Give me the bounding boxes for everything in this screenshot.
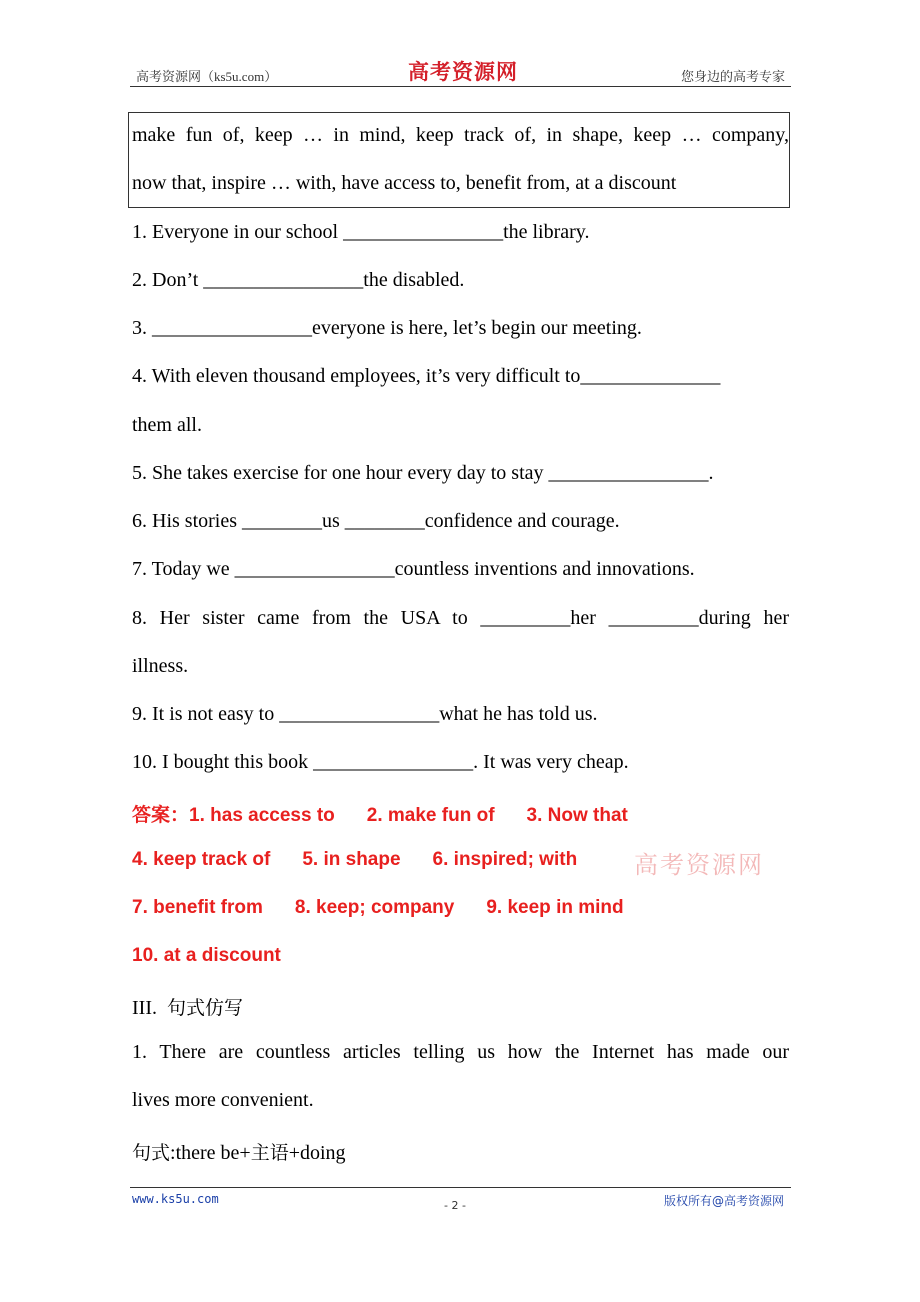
answer-2: 2. make fun of	[366, 805, 495, 826]
answer-9: 9. keep in mind	[486, 897, 624, 918]
answers-row-3	[132, 896, 624, 919]
question-8-continued: illness.	[132, 655, 189, 677]
footer-divider	[130, 1187, 791, 1188]
watermark-logo: 高考资源网	[634, 851, 764, 879]
answer-7: 7. benefit from	[132, 897, 263, 918]
page-header	[130, 58, 791, 88]
footer-copyright: 版权所有@高考资源网	[663, 1194, 784, 1208]
question-7: 7. Today we ________________countless inventions and innovations.	[132, 558, 695, 580]
question-6: 6. His stories ________us ________confidence and courage.	[132, 510, 620, 532]
answer-6: 6. inspired; with	[432, 849, 578, 870]
answers-label: 答案：	[132, 804, 190, 826]
answer-10: 10. at a discount	[132, 945, 281, 966]
sentence-pattern	[132, 1138, 346, 1165]
answers-row-2	[132, 848, 577, 871]
pattern-text: :there be+	[170, 1142, 251, 1164]
answers-row-1	[132, 800, 628, 827]
question-2: 2. Don’t ________________the disabled.	[132, 269, 465, 291]
answer-4: 4. keep track of	[132, 849, 271, 870]
question-4-continued: them all.	[132, 414, 202, 436]
question-10: 10. I bought this book ________________. It was very cheap.	[132, 751, 629, 773]
answer-8: 8. keep; company	[294, 897, 455, 918]
sentence-1: 1. There are countless articles telling us how the Internet has made our	[132, 1041, 789, 1063]
question-5: 5. She takes exercise for one hour every day to stay ________________.	[132, 462, 714, 484]
question-9: 9. It is not easy to ________________what he has told us.	[132, 703, 598, 725]
section-3-title: 句式仿写	[166, 997, 243, 1019]
section-3-number: III.	[132, 997, 157, 1019]
header-site-name: 高考资源网（ks5u.com）	[136, 69, 278, 84]
question-4: 4. With eleven thousand employees, it’s very difficult to______________	[132, 365, 721, 387]
answer-3: 3. Now that	[526, 805, 628, 826]
answer-5: 5. in shape	[302, 849, 401, 870]
footer-url-link[interactable]: www.ks5u.com	[132, 1192, 219, 1206]
section-3-heading	[132, 993, 243, 1020]
pattern-end: +doing	[288, 1142, 346, 1164]
answer-1: 1. has access to	[189, 805, 335, 826]
answers-row-4	[132, 944, 281, 967]
question-3: 3. ________________everyone is here, let’s begin our meeting.	[132, 317, 642, 339]
phrase-line-1: make fun of, keep … in mind, keep track of, in shape, keep … company,	[132, 124, 789, 146]
page-number: - 2 -	[444, 1199, 466, 1212]
sentence-1-continued: lives more convenient.	[132, 1089, 314, 1111]
question-8: 8. Her sister came from the USA to _________her _________during her	[132, 607, 789, 629]
header-logo: 高考资源网	[408, 59, 518, 84]
phrase-line-2: now that, inspire … with, have access to, benefit from, at a discount	[132, 172, 677, 194]
pattern-subject: 主语	[250, 1142, 289, 1164]
header-slogan: 您身边的高考专家	[680, 69, 785, 84]
pattern-label: 句式	[132, 1142, 171, 1164]
header-divider	[130, 86, 791, 87]
question-1: 1. Everyone in our school ________________the library.	[132, 221, 590, 243]
